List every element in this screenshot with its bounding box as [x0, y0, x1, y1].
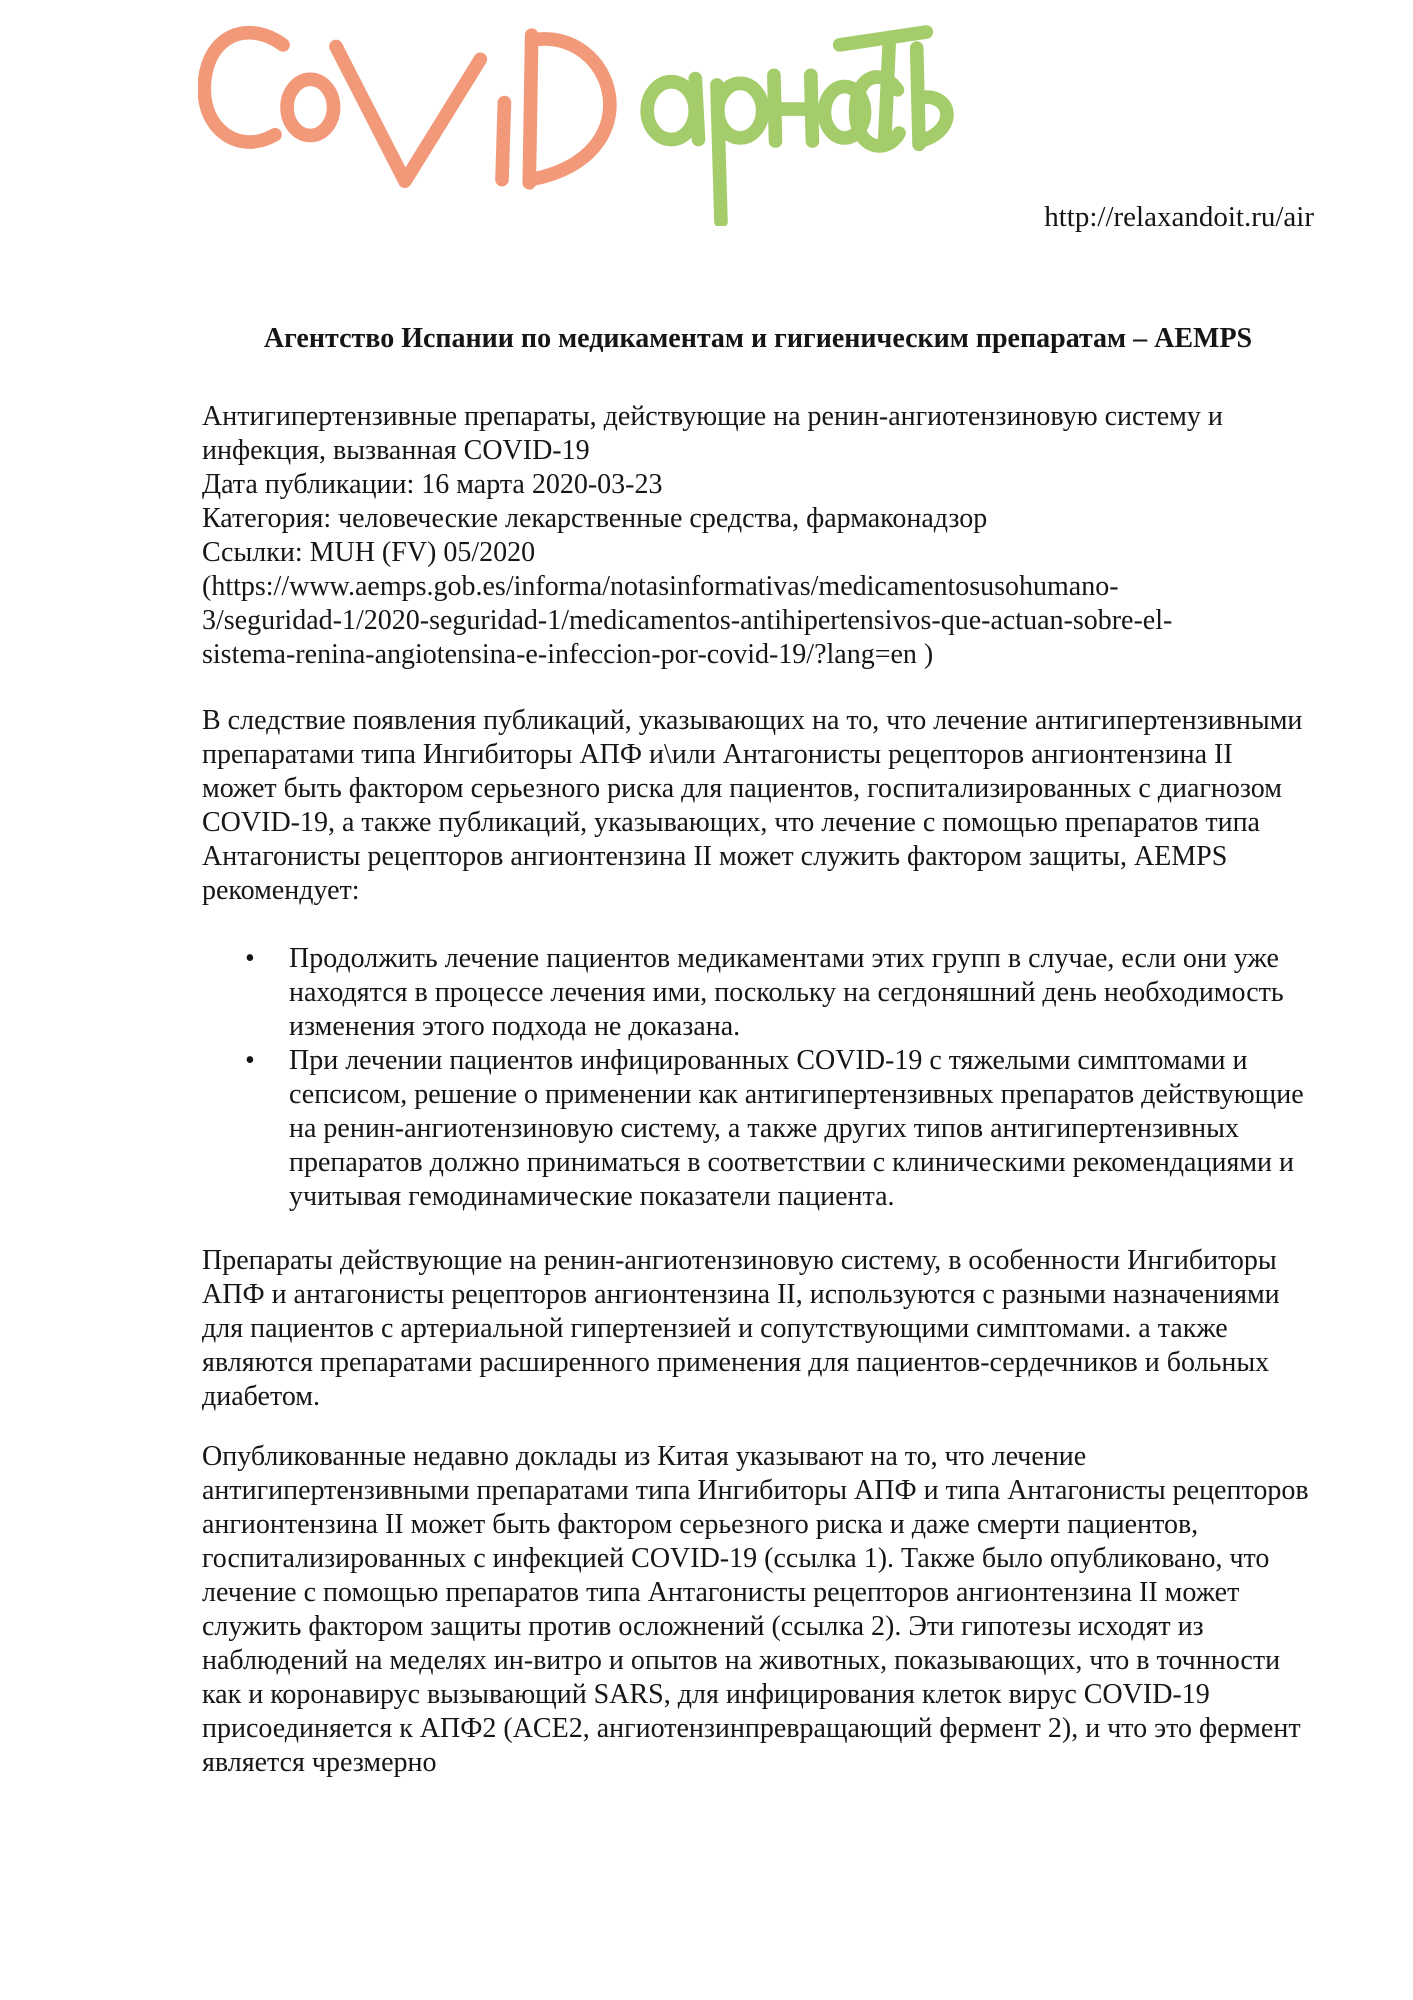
covidarnost-logo — [198, 24, 960, 226]
logo-letter-i — [502, 103, 504, 180]
reference-url-line: 3/seguridad-1/2020-seguridad-1/medicamentos-antihipertensivos-que-actuan-sobre-el- — [202, 605, 1173, 636]
reference-url-line: sistema-renina-angiotensina-e-infeccion-por-covid-19/?lang=en ) — [202, 639, 934, 670]
paragraph-china-reports: Опубликованные недавно доклады из Китая указывают на то, что лечение антигипертензивными препаратами типа Ингибиторы АПФ и типа Антагонисты рецепторов ангионтензина II может быть фактором серьезного риска и даже смерти пациентов, госпитализированных с инфекцией COVID-19 (ссылка 1). Также было опубликовано, что лечение с помощью препаратов типа Антагонисты рецепторов ангионтензина II может служить фактором защиты против осложнений (ссылка 2). Эти гипотезы исходят из наблюдений на меделях ин-витро и опытов на животных, показывающих, что в точнности как и коронавирус вызывающий SARS, для инфицирования клеток вирус COVID-19 присоединяется к АПФ2 (ACE2, ангиотензинпревращающий фермент 2), и что это фермент является чрезмерно — [202, 1441, 1309, 1778]
recommendation-item: • При лечении пациентов инфицированных COVID-19 с тяжелыми симптомами и сепсисом, решение о применении как антигипертензивных препаратов действующие на ренин-ангиотензиновую систему, а также других типов антигипертензивных препаратов должно приниматься в соответствии с клиническими рекомендациями и учитывая гемодинамические показатели пациента. — [289, 1044, 1314, 1214]
covidarnost-logo-graphic — [198, 24, 960, 226]
logo-letter-D-stem — [529, 35, 531, 183]
references-label: Ссылки: MUH (FV) 05/2020 — [202, 537, 536, 568]
publication-date: Дата публикации: 16 марта 2020-03-23 — [202, 469, 663, 500]
logo-letter-o — [287, 79, 334, 135]
logo-covid-part — [204, 33, 610, 183]
logo-letter-V — [336, 46, 480, 181]
logo-letter-C — [204, 33, 283, 142]
logo-letter-a-bowl — [647, 82, 695, 140]
recommendation-item: • Продолжить лечение пациентов медикаментами этих групп в случае, если они уже находятся в процессе лечения ими, поскольку на сегдоняшний день необходимость изменения этого подхода не доказана. — [289, 942, 1314, 1044]
paragraph-drug-usage: Препараты действующие на ренин-ангиотензиновую систему, в особенности Ингибиторы АПФ и антагонисты рецепторов ангионтензина II, используются с разными назначениями для пациентов с артериальной гипертензией и сопутствующими симптомами. а также являются препаратами расширенного применения для пациентов-сердечников и больных диабетом. — [202, 1245, 1280, 1412]
recommendations-list — [202, 942, 1314, 1214]
category-line: Категория: человеческие лекарственные средства, фармаконадзор — [202, 503, 988, 534]
logo-letter-a-tail — [695, 79, 698, 140]
logo-arnost-part — [647, 32, 947, 221]
reference-url-line: (https://www.aemps.gob.es/informa/notasinformativas/medicamentosusohumano- — [202, 571, 1119, 602]
paragraph-context: В следствие появления публикаций, указывающих на то, что лечение антигипертензивными препаратами типа Ингибиторы АПФ и\или Антагонисты рецепторов ангионтензина II может быть фактором серьезного риска для пациентов, госпитализированных с диагнозом COVID-19, а также публикаций, указывающих, что лечение с помощью препаратов типа Антагонисты рецепторов ангионтензина II может служить фактором защиты, AEMPS рекомендует: — [202, 705, 1303, 906]
document-title: Агентство Испании по медикаментам и гигиеническим препаратам – AEMPS — [263, 323, 1253, 354]
meta-block — [202, 468, 1314, 672]
logo-letter-t-stem — [885, 38, 890, 142]
document-content — [202, 322, 1314, 1780]
site-url: http://relaxandoit.ru/air — [1044, 201, 1314, 233]
document-subject: Антигипертензивные препараты, действующие на ренин-ангиотензиновую систему и инфекция, вызванная COVID-19 — [202, 401, 1223, 466]
logo-letter-D-bow — [531, 39, 610, 180]
